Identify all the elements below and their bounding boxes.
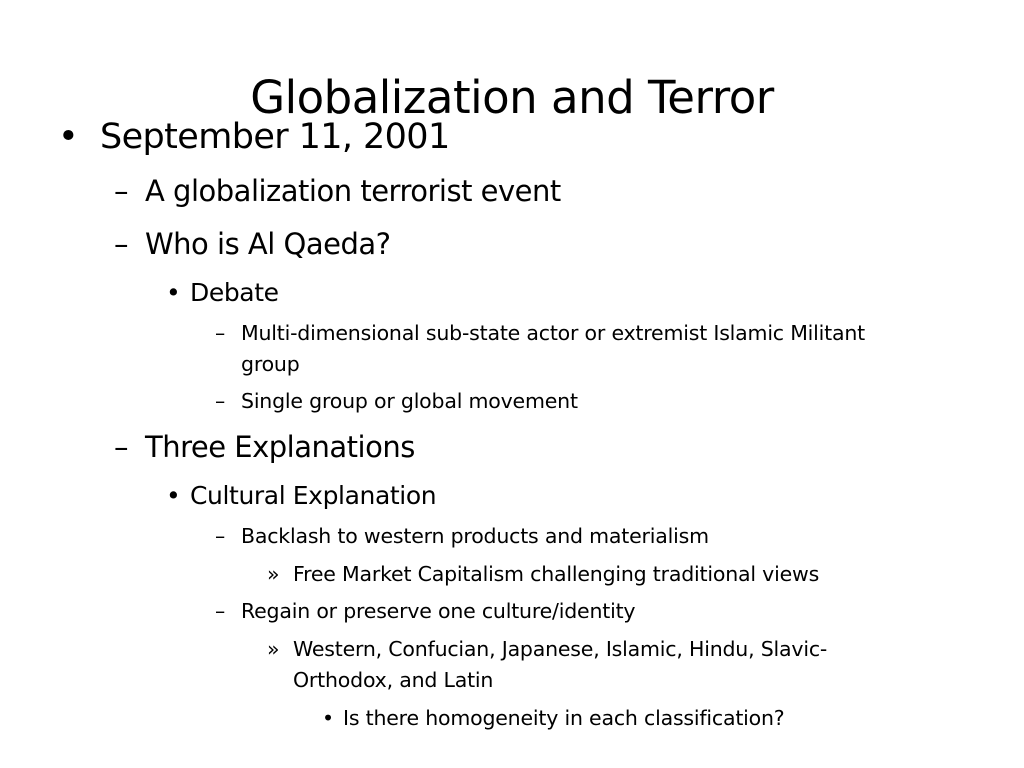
dash-marker: – [114,430,128,464]
chevron-marker: » [267,562,280,586]
bullet-debate: Debate [190,278,279,307]
slide-title: Globalization and Terror [250,71,774,125]
bullet-marker: • [166,278,181,307]
bullet-free-market-capitalism: Free Market Capitalism challenging traditional views [293,562,820,586]
bullet-marker: • [166,481,181,510]
bullet-globalization-terrorist-event: A globalization terrorist event [145,174,561,208]
dash-marker: – [114,227,128,261]
dash-marker: – [215,524,226,548]
bullet-three-explanations: Three Explanations [145,430,415,464]
bullet-homogeneity-question: Is there homogeneity in each classification? [343,706,785,730]
dash-marker: – [215,599,226,623]
bullet-september-11: September 11, 2001 [100,117,450,157]
bullet-marker: • [58,117,79,157]
bullet-multi-dimensional-actor: Multi-dimensional sub-state actor or extremist Islamic Militant group [241,321,866,376]
bullet-civilizations-list: Western, Confucian, Japanese, Islamic, Hindu, Slavic-Orthodox, and Latin [293,637,828,692]
bullet-backlash-western-products: Backlash to western products and materialism [241,524,709,548]
dash-marker: – [215,389,226,413]
chevron-marker: » [267,637,280,661]
bullet-single-group-or-movement: Single group or global movement [241,389,578,413]
bullet-marker: • [322,706,334,730]
bullet-who-is-al-qaeda: Who is Al Qaeda? [145,227,391,261]
bullet-regain-preserve-culture: Regain or preserve one culture/identity [241,599,636,623]
bullet-cultural-explanation: Cultural Explanation [190,481,437,510]
dash-marker: – [114,174,128,208]
dash-marker: – [215,321,226,345]
